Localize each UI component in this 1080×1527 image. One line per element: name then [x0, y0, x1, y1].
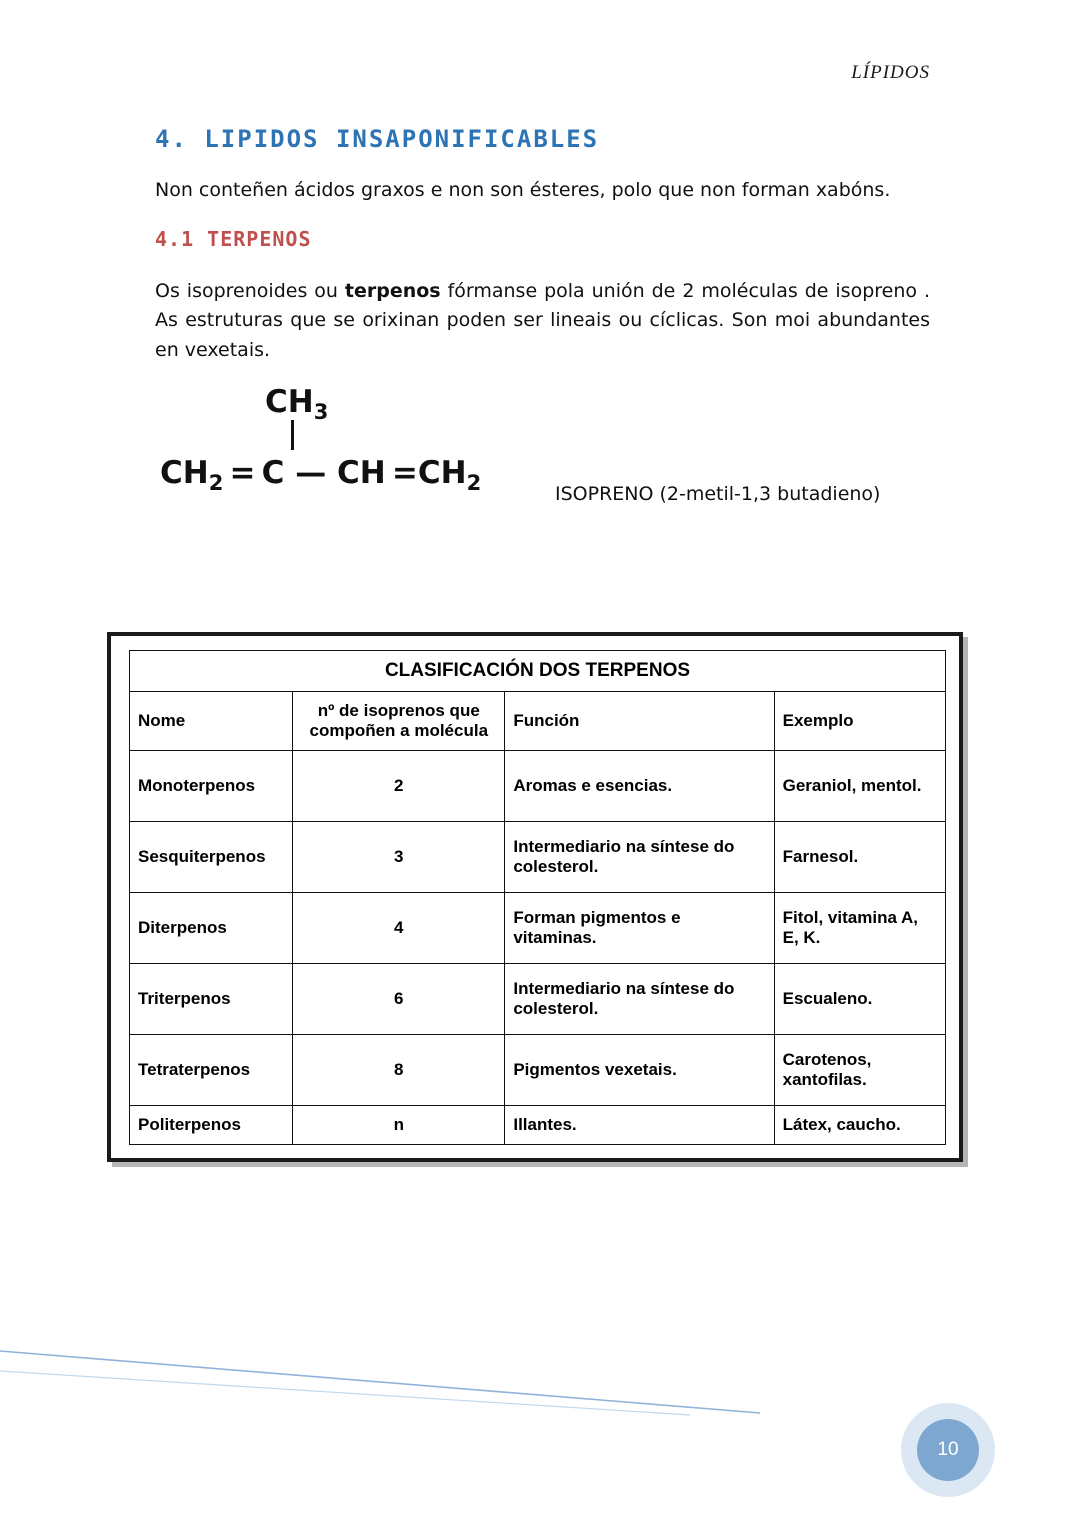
column-header-nome: Nome	[130, 692, 293, 751]
document-content	[155, 125, 930, 365]
cell-exemplo: Látex, caucho.	[774, 1106, 945, 1145]
cell-funcion: Intermediario na síntese do colesterol.	[505, 964, 774, 1035]
cell-exemplo: Fitol, vitamina A, E, K.	[774, 893, 945, 964]
cell-nome: Sesquiterpenos	[130, 822, 293, 893]
table-body	[130, 651, 946, 1145]
cell-exemplo: Escualeno.	[774, 964, 945, 1035]
terpenos-paragraph	[155, 277, 930, 365]
table-title: CLASIFICACIÓN DOS TERPENOS	[130, 651, 946, 692]
column-header-isoprenos: nº de isoprenos que compoñen a molécula	[293, 692, 505, 751]
terpenos-table	[129, 650, 946, 1145]
cell-nome: Politerpenos	[130, 1106, 293, 1145]
cell-funcion: Pigmentos vexetais.	[505, 1035, 774, 1106]
vertical-bond-line	[291, 420, 294, 450]
table-title-row	[130, 651, 946, 692]
footer-decoration	[0, 1341, 1080, 1421]
isoprene-chain-label: $CH_2 = C$ — CH $=CH_2$	[160, 455, 482, 496]
cell-nome: Diterpenos	[130, 893, 293, 964]
methyl-group-label: $CH_3$	[265, 384, 329, 425]
cell-nome: Monoterpenos	[130, 751, 293, 822]
table-row	[130, 964, 946, 1035]
cell-num: 8	[293, 1035, 505, 1106]
isoprene-figure	[150, 380, 950, 540]
figure-caption: ISOPRENO (2-metil-1,3 butadieno)	[555, 483, 881, 505]
cell-funcion: Aromas e esencias.	[505, 751, 774, 822]
paragraph-part-1: Os isoprenoides ou	[155, 280, 345, 302]
table-header-row	[130, 692, 946, 751]
cell-num: n	[293, 1106, 505, 1145]
cell-exemplo: Geraniol, mentol.	[774, 751, 945, 822]
column-header-funcion: Función	[505, 692, 774, 751]
table-row	[130, 893, 946, 964]
cell-exemplo: Farnesol.	[774, 822, 945, 893]
footer-line-icon	[0, 1341, 1080, 1421]
table-row	[130, 822, 946, 893]
page-title: 4. LIPIDOS INSAPONIFICABLES	[155, 125, 600, 153]
cell-exemplo: Carotenos, xantofilas.	[774, 1035, 945, 1106]
subsection-title: 4.1 TERPENOS	[155, 227, 312, 251]
page-number: 10	[917, 1419, 979, 1481]
page-number-badge	[901, 1403, 995, 1497]
cell-num: 3	[293, 822, 505, 893]
paragraph-bold-term: terpenos	[344, 280, 441, 302]
cell-funcion: Intermediario na síntese do colesterol.	[505, 822, 774, 893]
intro-paragraph: Non conteñen ácidos graxos e non son ésteres, polo que non forman xabóns.	[155, 179, 891, 201]
cell-funcion: Forman pigmentos e vitaminas.	[505, 893, 774, 964]
running-header: LÍPIDOS	[851, 62, 930, 83]
table-row	[130, 751, 946, 822]
table-row	[130, 1035, 946, 1106]
paragraph-part-2: fórmanse pola unión de 2 moléculas de isopreno . As estruturas que se orixinan poden ser lineais ou cíclicas. Son moi abundantes en vexetais.	[155, 280, 930, 361]
cell-nome: Tetraterpenos	[130, 1035, 293, 1106]
cell-num: 2	[293, 751, 505, 822]
cell-funcion: Illantes.	[505, 1106, 774, 1145]
table-row	[130, 1106, 946, 1145]
cell-num: 4	[293, 893, 505, 964]
terpenos-table-frame	[107, 632, 963, 1162]
cell-nome: Triterpenos	[130, 964, 293, 1035]
cell-num: 6	[293, 964, 505, 1035]
column-header-exemplo: Exemplo	[774, 692, 945, 751]
